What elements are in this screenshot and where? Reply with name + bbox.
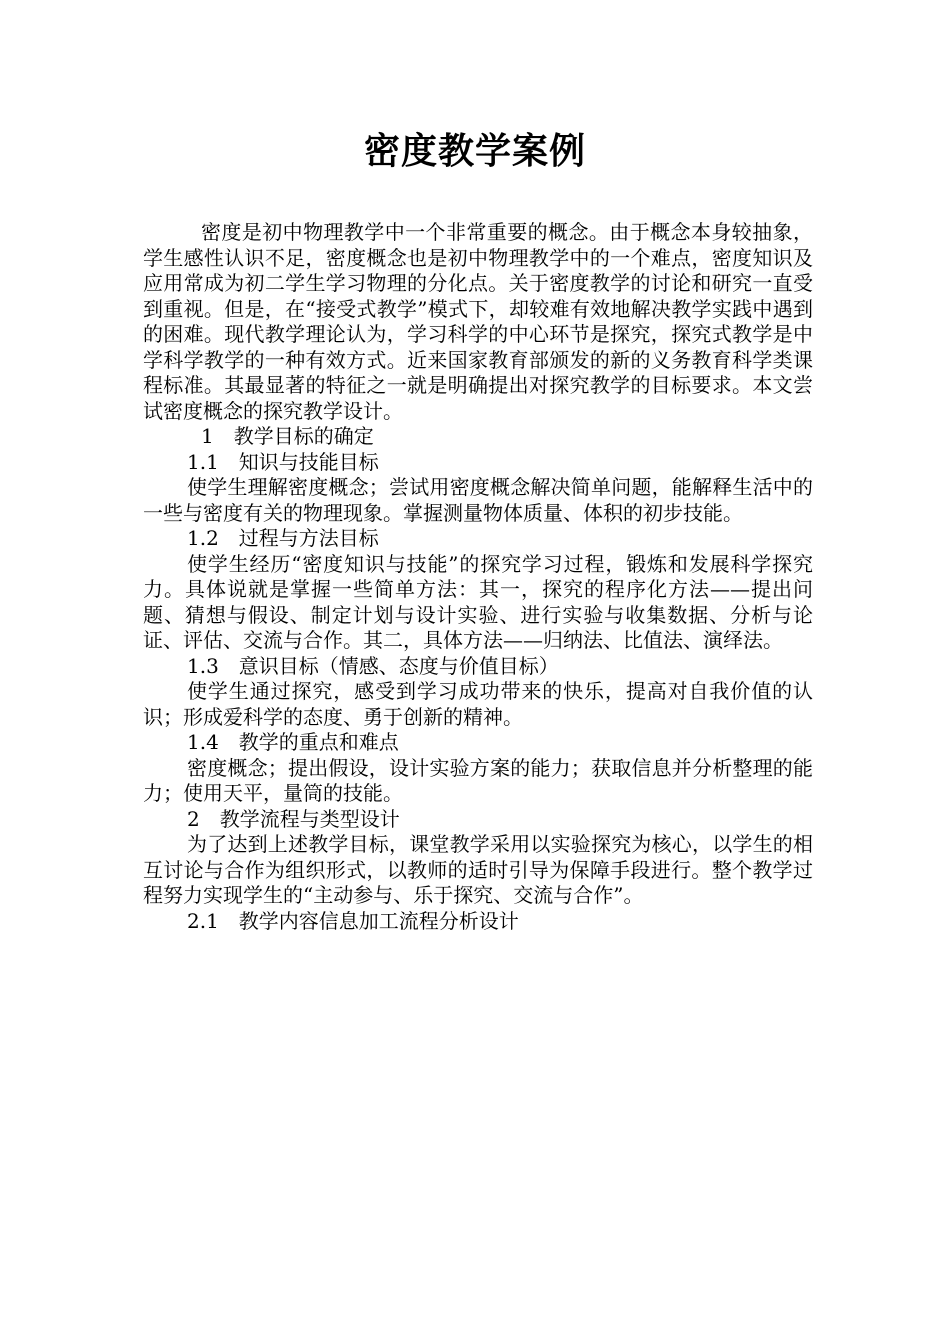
- subsection-heading-1-2: 1.2 过程与方法目标: [187, 526, 379, 550]
- section-heading-1: 1 教学目标的确定: [201, 424, 374, 448]
- document-title: 密度教学案例: [363, 131, 586, 172]
- body-paragraph-1-4: 密度概念；提出假设，设计实验方案的能力；获取信息并分析整理的能力；使用天平，量筒的技能。: [143, 755, 813, 805]
- subsection-heading-1-4: 1.4 教学的重点和难点: [187, 730, 399, 754]
- body-paragraph-1-3: 使学生通过探究，感受到学习成功带来的快乐，提高对自我价值的认识；形成爱科学的态度、勇于创新的精神。: [143, 679, 813, 729]
- subsection-heading-1-1: 1.1 知识与技能目标: [187, 449, 379, 474]
- section-heading-2: 2 教学流程与类型设计: [187, 806, 400, 831]
- intro-paragraph: 密度是初中物理教学中一个非常重要的概念。由于概念本身较抽象，学生感性认识不足，密度概念也是初中物理教学中的一个难点，密度知识及应用常成为初二学生学习物理的分化点。关于密度教学的讨论和研究一直受到重视。但是，在“接受式教学”模式下，却较难有效地解决教学实践中遇到的困难。现代教学理论认为，学习科学的中心环节是探究，探究式教学是中学科学教学的一种有效方式。近来国家教育部颁发的新的义务教育科学类课程标准。其最显著的特征之一就是明确提出对探究教学的目标要求。本文尝试密度概念的探究教学设计。: [143, 220, 813, 423]
- subsection-heading-2-1: 2.1 教学内容信息加工流程分析设计: [187, 908, 519, 933]
- body-paragraph-1-1: 使学生理解密度概念；尝试用密度概念解决简单问题，能解释生活中的一些与密度有关的物理现象。掌握测量物体质量、体积的初步技能。: [143, 475, 813, 525]
- body-paragraph-1-2: 使学生经历“密度知识与技能”的探究学习过程，锻炼和发展科学探究力。具体说就是掌握一些简单方法：其一，探究的程序化方法——提出问题、猜想与假设、制定计划与设计实验、进行实验与收集数据、分析与论证、评估、交流与合作。其二，具体方法——归纳法、比值法、演绎法。: [143, 551, 813, 652]
- body-paragraph-2: 为了达到上述教学目标，课堂教学采用以实验探究为核心，以学生的相互讨论与合作为组织形式，以教师的适时引导为保障手段进行。整个教学过程努力实现学生的“主动参与、乐于探究、交流与合作”。: [143, 832, 813, 907]
- document-body: [143, 220, 813, 934]
- subsection-heading-1-3: 1.3 意识目标（情感、态度与价值目标）: [187, 653, 559, 678]
